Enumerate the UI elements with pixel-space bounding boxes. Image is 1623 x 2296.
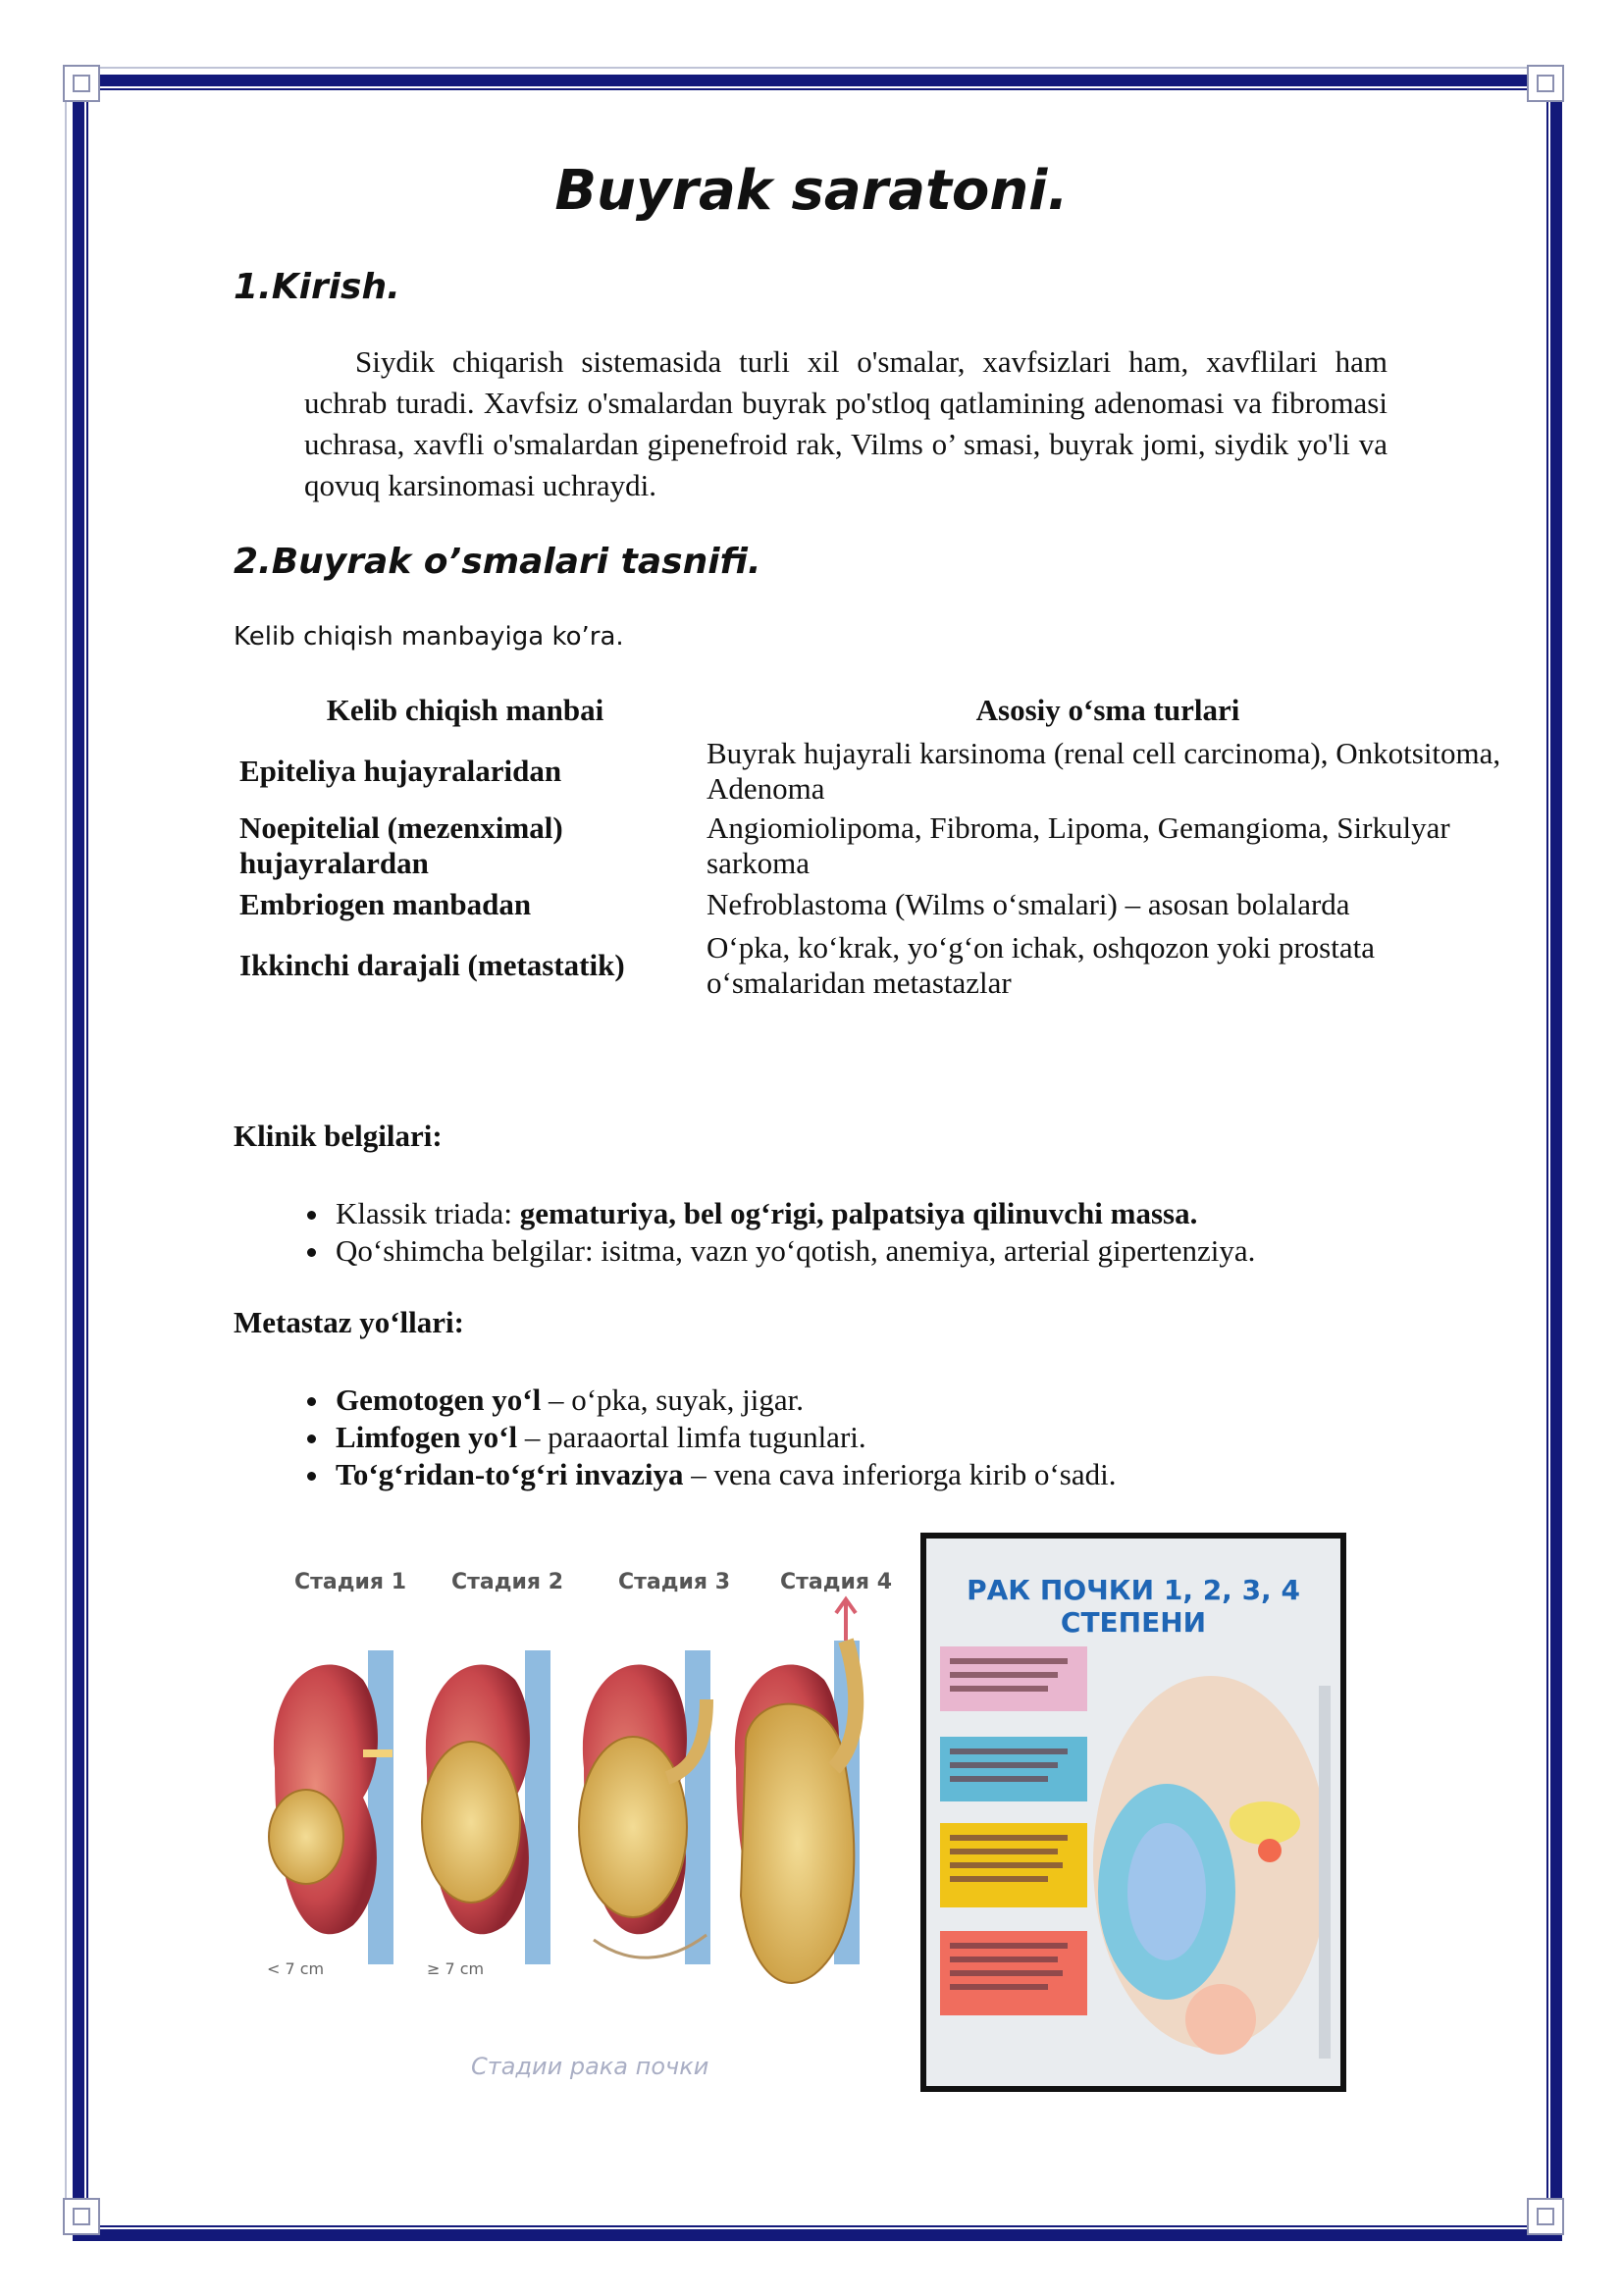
infographic-drawing (926, 1627, 1340, 2088)
kidney-stages-illustration (245, 1542, 913, 2112)
list-item-text: – paraaortal limfa tugunlari. (517, 1420, 866, 1454)
size-label: ≥ 7 cm (427, 1959, 485, 1978)
table-row (232, 883, 1517, 926)
list-item (332, 1419, 1117, 1456)
kidney-stage-2 (422, 1650, 550, 1978)
kidney-stage-3 (579, 1650, 710, 1964)
table-row (232, 926, 1517, 1005)
kidney-cancer-infographic (920, 1533, 1346, 2092)
size-label: < 7 cm (267, 1959, 325, 1978)
list-item-text: Klassik triada: (336, 1196, 520, 1230)
section-heading-intro: 1.Kirish. (234, 267, 400, 307)
list-item (332, 1195, 1255, 1232)
intro-paragraph: Siydik chiqarish sistemasida turli xil o'smalar, xavfsizlari ham, xavflilari ham uchrab turadi. Xavfsiz o'smalardan buyrak po'stloq qatlamining adenomasi va fibromasi uchrasa, xavfli o'smalardan gipenefroid rak, Vilms o’ smasi, buyrak jomi, siydik yo'li va qovuq karsinomasi uchraydi. (304, 344, 1387, 502)
table-header-source: Kelib chiqish manbai (326, 693, 604, 727)
kidney-stage-1 (267, 1650, 393, 1978)
list-item-text: Qo‘shimcha belgilar: isitma, vazn yo‘qotish, anemiya, arterial gipertenziya. (336, 1233, 1256, 1268)
table-cell-types: Nefroblastoma (Wilms o‘smalari) – asosan bolalarda (707, 887, 1350, 921)
page-title: Buyrak saratoni. (554, 159, 1069, 223)
stage-label: Стадия 1 (294, 1570, 407, 1594)
classification-subnote: Kelib chiqish manbayiga ko’ra. (234, 622, 624, 652)
list-item-bold: Limfogen yo‘l (336, 1420, 518, 1454)
stage-label: Стадия 4 (780, 1570, 893, 1594)
border-corner (1527, 2198, 1564, 2235)
kidney-stage-4 (735, 1641, 860, 1983)
stage-label: Стадия 2 (451, 1570, 564, 1594)
list-item (332, 1232, 1255, 1270)
border-corner (63, 2198, 100, 2235)
list-item-text: – o‘pka, suyak, jigar. (541, 1383, 804, 1417)
clinical-signs-list (285, 1195, 1255, 1270)
table-cell-source: Noepitelial (mezenximal) hujayralardan (239, 810, 563, 880)
table-cell-types: Angiomiolipoma, Fibroma, Lipoma, Gemangioma, Sirkulyar sarkoma (707, 810, 1450, 880)
table-row (232, 809, 1517, 883)
figure-caption: Стадии рака почки (471, 2053, 709, 2080)
table-cell-source: Embriogen manbadan (239, 887, 532, 921)
table-row (232, 734, 1517, 809)
table-header-types: Asosiy o‘sma turlari (975, 693, 1240, 727)
table-cell-source: Ikkinchi darajali (metastatik) (239, 948, 625, 982)
infographic-title: РАК ПОЧКИ 1, 2, 3, 4 СТЕПЕНИ (967, 1574, 1300, 1639)
stage-label: Стадия 3 (618, 1570, 731, 1594)
list-item-bold: Gemotogen yo‘l (336, 1383, 542, 1417)
clinical-signs-heading: Klinik belgilari: (234, 1119, 443, 1153)
list-item-bold: To‘g‘ridan-to‘g‘ri invaziya (336, 1457, 684, 1491)
table-header-row (232, 689, 1517, 734)
list-item (332, 1382, 1117, 1419)
list-item (332, 1456, 1117, 1493)
table-cell-types: O‘pka, ko‘krak, yo‘g‘on ichak, oshqozon yoki prostata o‘smalaridan metastazlar (707, 930, 1375, 1000)
kidney-stages-drawing (245, 1542, 913, 2053)
table-cell-source: Epiteliya hujayralaridan (239, 754, 562, 788)
metastasis-list (285, 1382, 1117, 1493)
tumor-classification-table (232, 689, 1517, 1005)
table-cell-types: Buyrak hujayrali karsinoma (renal cell carcinoma), Onkotsitoma, Adenoma (707, 736, 1501, 806)
list-item-bold: gematuriya, bel og‘rigi, palpatsiya qilinuvchi massa. (519, 1196, 1198, 1230)
metastasis-heading: Metastaz yo‘llari: (234, 1305, 464, 1339)
section-heading-classification: 2.Buyrak o’smalari tasnifi. (234, 542, 761, 582)
border-corner (1527, 65, 1564, 102)
list-item-text: – vena cava inferiorga kirib o‘sadi. (683, 1457, 1117, 1491)
border-corner (63, 65, 100, 102)
